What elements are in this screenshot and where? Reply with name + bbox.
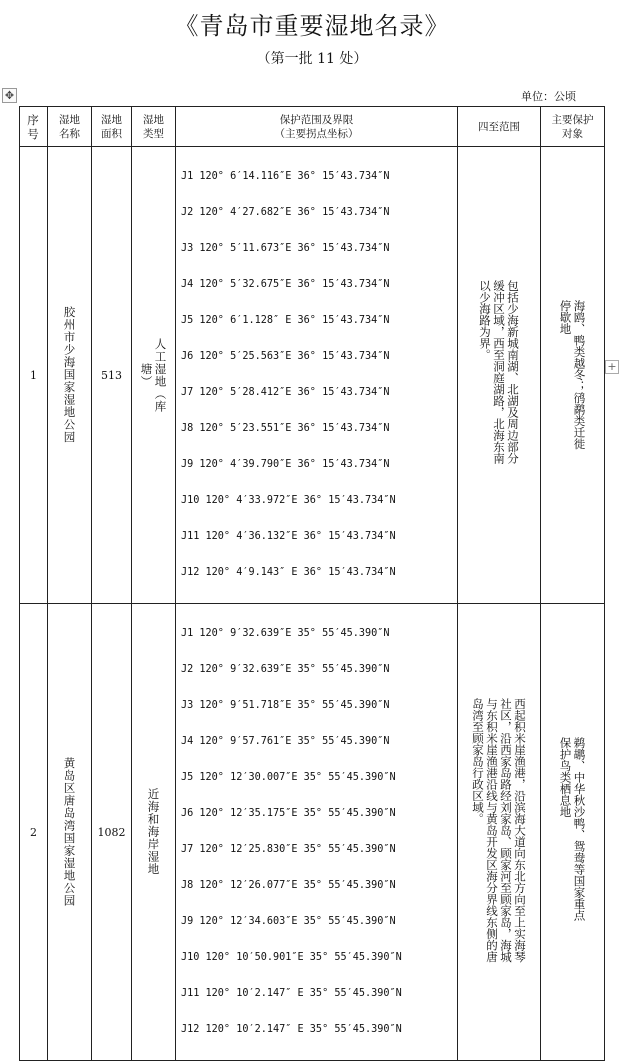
row-seq: 1 xyxy=(20,147,48,604)
header-name: 湿地名称 xyxy=(48,107,92,147)
coord-line: J5 120° 12′30.007″E 35° 55′45.390″N xyxy=(181,772,396,783)
table-row xyxy=(20,147,605,604)
coord-line: J1 120° 9′32.639″E 35° 55′45.390″N xyxy=(181,628,390,639)
coord-line: J4 120° 5′32.675″E 36° 15′43.734″N xyxy=(181,279,390,290)
coord-line: J4 120° 9′57.761″E 35° 55′45.390″N xyxy=(181,736,390,747)
coord-line: J9 120° 12′34.603″E 35° 55′45.390″N xyxy=(181,916,396,927)
header-bounds: 四至范围 xyxy=(458,107,541,147)
coord-line: J12 120° 10′2.147″ E 35° 55′45.390″N xyxy=(181,1024,402,1035)
header-range: 保护范围及界限 （主要拐点坐标） xyxy=(176,107,458,147)
row-bounds: 包括少海新城南湖、北湖及周边部分缓冲区域，西至洞庭湖路，北海东南以少海路为界。 xyxy=(458,147,541,604)
coord-line: J6 120° 12′35.175″E 35° 55′45.390″N xyxy=(181,808,396,819)
row-name: 黄岛区唐岛湾国家湿地公园 xyxy=(48,604,92,1061)
row-bounds: 西起积米崖渔港，沿滨海大道向东北方向至上实海琴社区，沿西家岛路经刘家岛、顾家河至顾家岛，海城与东积米崖渔港沿线与黄岛开发区海分界线东侧的唐岛湾至顾家岛行政区域。 xyxy=(458,604,541,1061)
row-type: 近海和海岸湿地 xyxy=(132,604,176,1061)
document-title: 《青岛市重要湿地名录》 xyxy=(174,12,450,40)
table-move-handle-icon[interactable]: ✥ xyxy=(2,88,17,103)
coord-line: J1 120° 6′14.116″E 36° 15′43.734″N xyxy=(181,171,390,182)
coord-line: J10 120° 4′33.972″E 36° 15′43.734″N xyxy=(181,495,396,506)
wetland-table xyxy=(19,106,605,1061)
header-seq: 序号 xyxy=(20,107,48,147)
table-header-row xyxy=(20,107,605,147)
coord-line: J5 120° 6′1.128″ E 36° 15′43.734″N xyxy=(181,315,390,326)
coord-line: J11 120° 4′36.132″E 36° 15′43.734″N xyxy=(181,531,396,542)
coord-line: J2 120° 9′32.639″E 35° 55′45.390″N xyxy=(181,664,390,675)
document-subtitle: （第一批 11 处） xyxy=(256,51,368,67)
row-name: 胶州市少海国家湿地公园 xyxy=(48,147,92,604)
coord-line: J8 120° 5′23.551″E 36° 15′43.734″N xyxy=(181,423,390,434)
header-area: 湿地面积 xyxy=(92,107,132,147)
unit-label: 单位：公顷 xyxy=(521,90,576,103)
coord-line: J10 120° 10′50.901″E 35° 55′45.390″N xyxy=(181,952,402,963)
header-targets: 主要保护对象 xyxy=(541,107,605,147)
row-targets: 海鸥、鸭类越冬；鸻鹬类迁徙停歇地 xyxy=(541,147,605,604)
coord-line: J7 120° 5′28.412″E 36° 15′43.734″N xyxy=(181,387,390,398)
table-row xyxy=(20,604,605,1061)
row-seq: 2 xyxy=(20,604,48,1061)
coord-line: J3 120° 9′51.718″E 35° 55′45.390″N xyxy=(181,700,390,711)
coord-line: J6 120° 5′25.563″E 36° 15′43.734″N xyxy=(181,351,390,362)
row-coords xyxy=(176,147,458,604)
coord-line: J11 120° 10′2.147″ E 35° 55′45.390″N xyxy=(181,988,402,999)
row-area: 513 xyxy=(92,147,132,604)
row-area: 1082 xyxy=(92,604,132,1061)
coord-line: J12 120° 4′9.143″ E 36° 15′43.734″N xyxy=(181,567,396,578)
coord-line: J8 120° 12′26.077″E 35° 55′45.390″N xyxy=(181,880,396,891)
coord-line: J9 120° 4′39.790″E 36° 15′43.734″N xyxy=(181,459,390,470)
coord-line: J7 120° 12′25.830″E 35° 55′45.390″N xyxy=(181,844,396,855)
header-type: 湿地类型 xyxy=(132,107,176,147)
row-type: 人工湿地（库塘） xyxy=(132,147,176,604)
coord-line: J3 120° 5′11.673″E 36° 15′43.734″N xyxy=(181,243,390,254)
row-targets: 鹈鹕、中华秋沙鸭、鸳鸯等国家重点保护鸟类栖息地 xyxy=(541,604,605,1061)
row-coords xyxy=(176,604,458,1061)
add-row-icon[interactable]: + xyxy=(605,360,619,374)
coord-line: J2 120° 4′27.682″E 36° 15′43.734″N xyxy=(181,207,390,218)
